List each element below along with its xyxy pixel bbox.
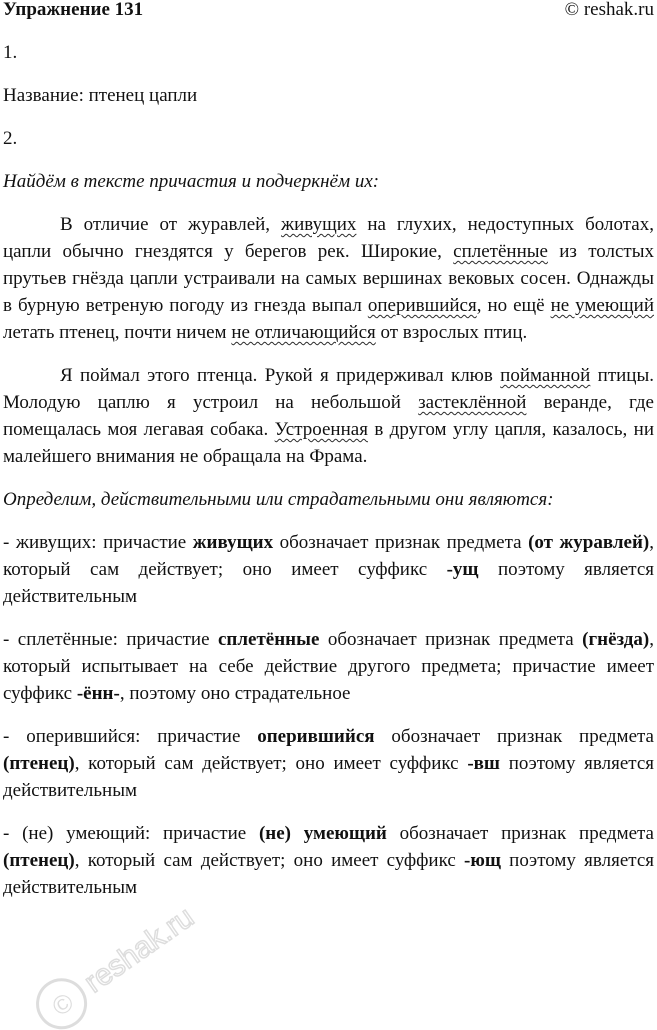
text-run: - (не) умеющий: причастие [3, 823, 259, 844]
text-run: , который сам действует; оно имеет суффикс [3, 532, 655, 580]
item-number-1: 1. [3, 42, 18, 63]
text-run: обозначает признак предмета [319, 629, 583, 650]
bold-term: -ённ- [76, 683, 120, 704]
bold-term: -ющ [464, 850, 501, 871]
text-run: , который сам действует; оно имеет суффикс [74, 753, 468, 774]
bold-term: -ущ [446, 559, 479, 580]
underlined-participle: не отличающийся [231, 322, 376, 343]
item-number-2: 2. [3, 128, 18, 149]
bold-term: (гнёзда) [582, 629, 650, 650]
bold-term: (не) умеющий [258, 823, 387, 844]
text-run: обозначает признак предмета [273, 532, 529, 553]
bold-term: -вш [467, 753, 500, 774]
text-run: - живущих: причастие [3, 532, 193, 553]
page-header [3, 0, 654, 23]
analysis-item [3, 529, 654, 610]
text-run: , поэтому оно страдательное [119, 683, 351, 704]
svg-text:reshak.ru: reshak.ru [78, 900, 200, 1000]
underlined-participle: живущих [281, 214, 357, 235]
text-run: , который испытывает на себе действие другого предмета; причастие имеет суффикс [3, 629, 654, 704]
text-run: , который сам действует; оно имеет суффикс [74, 850, 465, 871]
bold-term: живущих [192, 532, 274, 553]
analysis-item [3, 723, 654, 804]
text-run: обозначает признак предмета [386, 823, 654, 844]
text-run: обозначает признак предмета [374, 726, 654, 747]
text-run: из толстых прутьев гнёзда цапли устраивали на самых вершинах вековых сосен. Однажды в бурную ветреную погоду из гнезда выпал [3, 241, 654, 316]
text-run: поэтому является действительным [3, 559, 655, 607]
watermark-logo [4, 880, 234, 1030]
analysis-list [3, 529, 654, 901]
bold-term: оперившийся [257, 726, 375, 747]
bold-term: (птенец) [3, 850, 75, 871]
svg-text:©: © [46, 986, 80, 1023]
text-run: в другом углу цапля, казалось, ни малейшего внимания не обращала на Фрама. [3, 419, 654, 467]
text-run: поэтому является действительным [3, 753, 655, 801]
site-credit: © reshak.ru [564, 0, 654, 20]
text-run: от взрослых птиц. [375, 322, 528, 343]
underlined-participle: пойманной [500, 365, 591, 386]
text-run: поэтому является действительным [3, 850, 654, 898]
text-run: - сплетённые: причастие [3, 629, 218, 650]
underlined-participle: не умеющий [550, 295, 654, 316]
text-paragraph-1 [3, 211, 654, 346]
analysis-item [3, 626, 654, 707]
task-underline-participles: Найдём в тексте причастия и подчеркнём их: [3, 171, 380, 192]
underlined-participle: Устроенная [274, 419, 368, 440]
title-answer: Название: птенец цапли [3, 85, 198, 106]
bold-term: (птенец) [3, 753, 75, 774]
exercise-title: Упражнение 131 [3, 0, 144, 20]
bold-term: (от журавлей) [528, 532, 650, 553]
text-paragraph-2 [3, 362, 654, 470]
underlined-participle: застеклённой [418, 392, 527, 413]
text-run: - оперившийся: причастие [3, 726, 258, 747]
analysis-item [3, 820, 654, 901]
task-determine-type: Определим, действительными или страдательными они являются: [3, 489, 554, 510]
text-run: , но ещё [476, 295, 551, 316]
text-run: В отличие от журавлей, [60, 214, 282, 235]
text-run: птицы. Молодую цаплю я устроил на небольшой [3, 365, 654, 413]
bold-term: сплетённые [218, 629, 320, 650]
underlined-participle: оперившийся [367, 295, 477, 316]
text-run: Я поймал этого птенца. Рукой я придерживал клюв [60, 365, 501, 386]
text-run: летать птенец, почти ничем [3, 322, 232, 343]
text-run: на глухих, недоступных болотах, цапли обычно гнездятся у берегов рек. Широкие, [3, 214, 654, 262]
text-run: веранде, где помещалась моя легавая собака. [3, 392, 654, 440]
document-page [3, 0, 654, 901]
underlined-participle: сплетённые [453, 241, 548, 262]
